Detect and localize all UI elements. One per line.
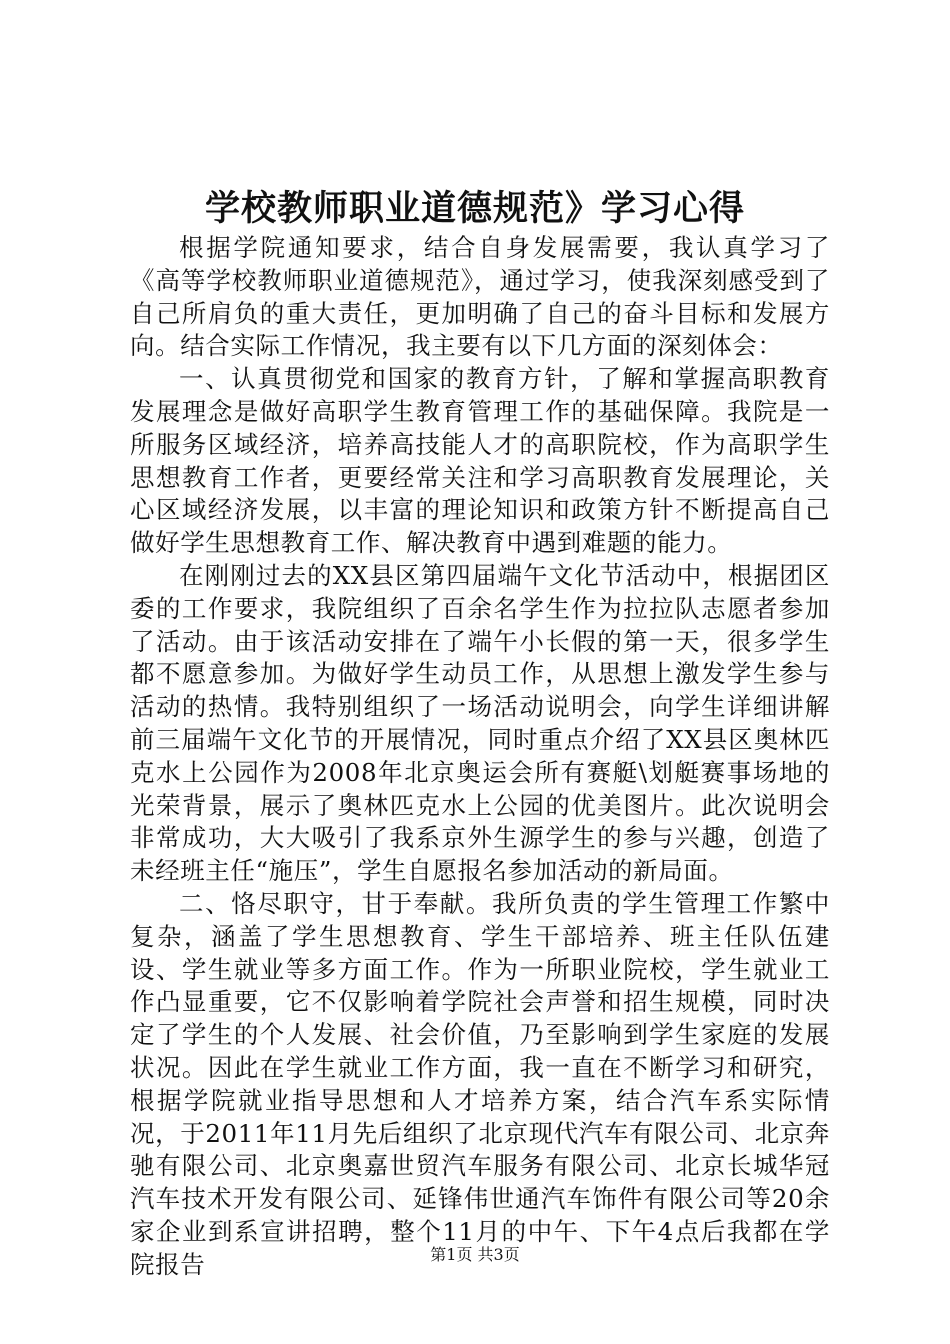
- document-body: [130, 232, 830, 1282]
- page-footer: [0, 1244, 950, 1266]
- paragraph-intro: 根据学院通知要求，结合自身发展需要，我认真学习了《高等学校教师职业道德规范》，通过学习，使我深刻感受到了自己所肩负的重大责任，更加明确了自己的奋斗目标和发展方向。结合实际工作情况，我主要有以下几方面的深刻体会：: [130, 233, 830, 361]
- paragraph-section-two: 二、恪尽职守，甘于奉献。我所负责的学生管理工作繁中复杂，涵盖了学生思想教育、学生干部培养、班主任队伍建设、学生就业等多方面工作。作为一所职业院校，学生就业工作凸显重要，它不仅影响着学院社会声誉和招生规模，同时决定了学生的个人发展、社会价值，乃至影响到学生家庭的发展状况。因此在学生就业工作方面，我一直在不断学习和研究，根据学院就业指导思想和人才培养方案，结合汽车系实际情况，于2011年11月先后组织了北京现代汽车有限公司、北京奔驰有限公司、北京奥嘉世贸汽车服务有限公司、北京长城华冠汽车技术开发有限公司、延锋伟世通汽车饰件有限公司等20余家企业到系宣讲招聘，整个11月的中午、下午4点后我都在学院报告: [130, 888, 830, 1279]
- document-title: 学校教师职业道德规范》学习心得: [204, 188, 745, 229]
- paragraph-festival-activity: 在刚刚过去的XX县区第四届端午文化节活动中，根据团区委的工作要求，我院组织了百余名学生作为拉拉队志愿者参加了活动。由于该活动安排在了端午小长假的第一天，很多学生都不愿意参加。为做好学生动员工作，从思想上激发学生参与活动的热情。我特别组织了一场活动说明会，向学生详细讲解前三届端午文化节的开展情况，同时重点介绍了XX县区奥林匹克水上公园作为2008年北京奥运会所有赛艇\划艇赛事场地的光荣背景，展示了奥林匹克水上公园的优美图片。此次说明会非常成功，大大吸引了我系京外生源学生的参与兴趣，创造了未经班主任“施压”，学生自愿报名参加活动的新局面。: [130, 560, 830, 886]
- page-indicator: 第1页 共3页: [430, 1245, 520, 1264]
- paragraph-section-one: 一、认真贯彻党和国家的教育方针，了解和掌握高职教育发展理念是做好高职学生教育管理工作的基础保障。我院是一所服务区域经济，培养高技能人才的高职院校，作为高职学生思想教育工作者，更要经常关注和学习高职教育发展理论，关心区域经济发展，以丰富的理论知识和政策方针不断提高自己做好学生思想教育工作、解决教育中遇到难题的能力。: [130, 364, 830, 558]
